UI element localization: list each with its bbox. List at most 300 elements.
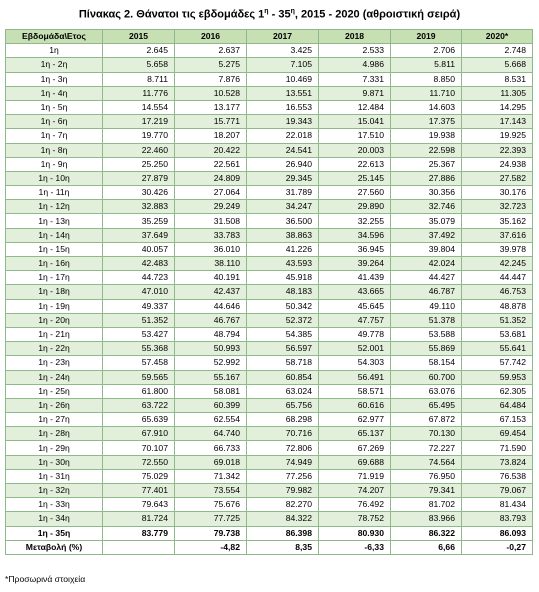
value-cell: 37.649 — [103, 228, 175, 242]
value-cell: 36.500 — [247, 214, 319, 228]
week-range-cell: 1η - 3η — [6, 72, 103, 86]
value-cell: 30.426 — [103, 186, 175, 200]
value-cell: 58.154 — [391, 356, 462, 370]
header-cell-2017: 2017 — [247, 30, 319, 44]
table-row — [6, 86, 533, 100]
value-cell: 53.427 — [103, 327, 175, 341]
value-cell: 61.800 — [103, 384, 175, 398]
value-cell: 41.226 — [247, 242, 319, 256]
value-cell: 31.789 — [247, 186, 319, 200]
value-cell: 62.305 — [462, 384, 533, 398]
value-cell: 63.722 — [103, 398, 175, 412]
deaths-table — [5, 29, 533, 555]
header-cell-2020: 2020* — [462, 30, 533, 44]
table-row — [6, 171, 533, 185]
value-cell: 3.425 — [247, 44, 319, 58]
week-range-cell: 1η - 22η — [6, 342, 103, 356]
value-cell: 53.681 — [462, 327, 533, 341]
week-range-cell: 1η - 7η — [6, 129, 103, 143]
value-cell: 65.137 — [319, 427, 391, 441]
header-cell-2015: 2015 — [103, 30, 175, 44]
value-cell: 19.938 — [391, 129, 462, 143]
value-cell: 72.550 — [103, 455, 175, 469]
table-row — [6, 427, 533, 441]
value-cell: 14.295 — [462, 100, 533, 114]
value-cell: 63.076 — [391, 384, 462, 398]
value-cell: 38.110 — [175, 257, 247, 271]
value-cell: 7.331 — [319, 72, 391, 86]
week-range-cell: 1η - 4η — [6, 86, 103, 100]
value-cell: 77.725 — [175, 512, 247, 526]
value-cell: 60.700 — [391, 370, 462, 384]
table-row — [6, 115, 533, 129]
value-cell: 79.067 — [462, 484, 533, 498]
table-row — [6, 356, 533, 370]
value-cell: 2.706 — [391, 44, 462, 58]
week-range-cell: 1η - 28η — [6, 427, 103, 441]
value-cell: 26.940 — [247, 157, 319, 171]
value-cell: 67.910 — [103, 427, 175, 441]
week-range-cell: 1η - 35η — [6, 526, 103, 540]
change-row — [6, 540, 533, 554]
week-range-cell: 1η - 32η — [6, 484, 103, 498]
table-row — [6, 398, 533, 412]
value-cell: 65.756 — [247, 398, 319, 412]
value-cell: 62.977 — [319, 413, 391, 427]
value-cell: 2.748 — [462, 44, 533, 58]
value-cell: 42.024 — [391, 257, 462, 271]
header-row — [6, 30, 533, 44]
table-title: Πίνακας 2. Θάνατοι τις εβδομάδες $1^\eta - 35^\eta$, 2015 - 2020 (αθροιστική σειρά) — [78, 8, 461, 21]
value-cell: 86.322 — [391, 526, 462, 540]
value-cell: 80.930 — [319, 526, 391, 540]
value-cell: 82.270 — [247, 498, 319, 512]
table-row — [6, 455, 533, 469]
value-cell: 36.010 — [175, 242, 247, 256]
value-cell: 71.590 — [462, 441, 533, 455]
value-cell: 73.824 — [462, 455, 533, 469]
value-cell: 59.953 — [462, 370, 533, 384]
value-cell: 32.723 — [462, 200, 533, 214]
week-range-cell: 1η - 6η — [6, 115, 103, 129]
value-cell: 69.018 — [175, 455, 247, 469]
table-row — [6, 285, 533, 299]
value-cell: 22.460 — [103, 143, 175, 157]
value-cell: 20.422 — [175, 143, 247, 157]
value-cell: 22.393 — [462, 143, 533, 157]
value-cell: 49.337 — [103, 299, 175, 313]
value-cell: 13.551 — [247, 86, 319, 100]
value-cell: 69.454 — [462, 427, 533, 441]
value-cell: 42.437 — [175, 285, 247, 299]
value-cell: 27.582 — [462, 171, 533, 185]
week-range-cell: 1η - 21η — [6, 327, 103, 341]
value-cell: 79.738 — [175, 526, 247, 540]
value-cell: 74.207 — [319, 484, 391, 498]
value-cell: 40.191 — [175, 271, 247, 285]
table-row — [6, 484, 533, 498]
value-cell: 51.352 — [462, 313, 533, 327]
value-cell: 7.105 — [247, 58, 319, 72]
value-cell: 59.565 — [103, 370, 175, 384]
value-cell: 17.375 — [391, 115, 462, 129]
value-cell: 86.398 — [247, 526, 319, 540]
table-row — [6, 143, 533, 157]
value-cell: 5.668 — [462, 58, 533, 72]
value-cell: 35.079 — [391, 214, 462, 228]
value-cell: 79.341 — [391, 484, 462, 498]
value-cell: 48.794 — [175, 327, 247, 341]
value-cell: 44.447 — [462, 271, 533, 285]
value-cell: 27.879 — [103, 171, 175, 185]
value-cell: 5.658 — [103, 58, 175, 72]
value-cell: 17.219 — [103, 115, 175, 129]
value-cell: 49.110 — [391, 299, 462, 313]
week-range-cell: 1η - 34η — [6, 512, 103, 526]
value-cell: 12.484 — [319, 100, 391, 114]
value-cell: 60.399 — [175, 398, 247, 412]
value-cell: 74.564 — [391, 455, 462, 469]
week-range-cell: 1η - 20η — [6, 313, 103, 327]
value-cell: 31.508 — [175, 214, 247, 228]
value-cell: 67.153 — [462, 413, 533, 427]
value-cell: 71.919 — [319, 469, 391, 483]
value-cell: 76.538 — [462, 469, 533, 483]
header-cell-week: Εβδομάδα\Ετος — [6, 30, 103, 44]
value-cell: 44.723 — [103, 271, 175, 285]
value-cell: 30.356 — [391, 186, 462, 200]
value-cell: 9.871 — [319, 86, 391, 100]
value-cell: 51.378 — [391, 313, 462, 327]
value-cell: 45.918 — [247, 271, 319, 285]
week-range-cell: 1η — [6, 44, 103, 58]
value-cell: 19.343 — [247, 115, 319, 129]
table-row — [6, 129, 533, 143]
value-cell: 20.003 — [319, 143, 391, 157]
value-cell: 11.305 — [462, 86, 533, 100]
table-row — [6, 271, 533, 285]
value-cell: 35.162 — [462, 214, 533, 228]
value-cell: 2.533 — [319, 44, 391, 58]
week-range-cell: 1η - 33η — [6, 498, 103, 512]
value-cell: 52.992 — [175, 356, 247, 370]
value-cell: 66.733 — [175, 441, 247, 455]
value-cell: 14.603 — [391, 100, 462, 114]
value-cell: 55.167 — [175, 370, 247, 384]
table-row — [6, 44, 533, 58]
value-cell: 63.024 — [247, 384, 319, 398]
value-cell: 38.863 — [247, 228, 319, 242]
value-cell: 32.255 — [319, 214, 391, 228]
header-cell-2018: 2018 — [319, 30, 391, 44]
change-value: -6,33 — [319, 540, 391, 554]
value-cell: 84.322 — [247, 512, 319, 526]
week-range-cell: 1η - 12η — [6, 200, 103, 214]
value-cell: 11.776 — [103, 86, 175, 100]
value-cell: 11.710 — [391, 86, 462, 100]
value-cell: 44.646 — [175, 299, 247, 313]
value-cell: 43.593 — [247, 257, 319, 271]
value-cell: 24.541 — [247, 143, 319, 157]
table-row — [6, 72, 533, 86]
value-cell: 46.753 — [462, 285, 533, 299]
week-range-cell: 1η - 29η — [6, 441, 103, 455]
value-cell: 72.806 — [247, 441, 319, 455]
header-cell-2016: 2016 — [175, 30, 247, 44]
table-row — [6, 512, 533, 526]
value-cell: 29.890 — [319, 200, 391, 214]
table-row — [6, 214, 533, 228]
header-cell-2019: 2019 — [391, 30, 462, 44]
value-cell: 25.250 — [103, 157, 175, 171]
table-row — [6, 342, 533, 356]
value-cell: 48.183 — [247, 285, 319, 299]
week-range-cell: 1η - 17η — [6, 271, 103, 285]
value-cell: 43.665 — [319, 285, 391, 299]
value-cell: 58.718 — [247, 356, 319, 370]
value-cell: 37.616 — [462, 228, 533, 242]
value-cell: 55.368 — [103, 342, 175, 356]
value-cell: 13.177 — [175, 100, 247, 114]
value-cell: 75.029 — [103, 469, 175, 483]
value-cell: 74.949 — [247, 455, 319, 469]
table-row — [6, 384, 533, 398]
value-cell: 5.275 — [175, 58, 247, 72]
value-cell: 76.950 — [391, 469, 462, 483]
footnote: *Προσωρινά στοιχεία — [5, 574, 86, 584]
value-cell: 27.560 — [319, 186, 391, 200]
week-range-cell: 1η - 19η — [6, 299, 103, 313]
value-cell: 22.561 — [175, 157, 247, 171]
week-range-cell: 1η - 27η — [6, 413, 103, 427]
value-cell: 42.483 — [103, 257, 175, 271]
value-cell: 25.367 — [391, 157, 462, 171]
value-cell: 81.724 — [103, 512, 175, 526]
table-row — [6, 441, 533, 455]
value-cell: 27.886 — [391, 171, 462, 185]
value-cell: 57.458 — [103, 356, 175, 370]
week-range-cell: 1η - 2η — [6, 58, 103, 72]
value-cell: 50.993 — [175, 342, 247, 356]
value-cell: 48.878 — [462, 299, 533, 313]
value-cell: 2.645 — [103, 44, 175, 58]
value-cell: 29.249 — [175, 200, 247, 214]
value-cell: 35.259 — [103, 214, 175, 228]
value-cell: 65.495 — [391, 398, 462, 412]
value-cell: 56.491 — [319, 370, 391, 384]
value-cell: 68.298 — [247, 413, 319, 427]
value-cell: 36.945 — [319, 242, 391, 256]
value-cell: 5.811 — [391, 58, 462, 72]
value-cell: 34.247 — [247, 200, 319, 214]
value-cell: 8.711 — [103, 72, 175, 86]
value-cell: 46.767 — [175, 313, 247, 327]
value-cell: 77.401 — [103, 484, 175, 498]
value-cell: 75.676 — [175, 498, 247, 512]
value-cell: 54.303 — [319, 356, 391, 370]
value-cell: 33.783 — [175, 228, 247, 242]
value-cell: 70.130 — [391, 427, 462, 441]
value-cell: 64.484 — [462, 398, 533, 412]
change-value: 8,35 — [247, 540, 319, 554]
value-cell: 22.613 — [319, 157, 391, 171]
table-row — [6, 157, 533, 171]
table-row — [6, 526, 533, 540]
change-value — [103, 540, 175, 554]
table-row — [6, 200, 533, 214]
value-cell: 77.256 — [247, 469, 319, 483]
value-cell: 86.093 — [462, 526, 533, 540]
value-cell: 32.883 — [103, 200, 175, 214]
value-cell: 4.986 — [319, 58, 391, 72]
value-cell: 58.571 — [319, 384, 391, 398]
table-row — [6, 100, 533, 114]
value-cell: 60.616 — [319, 398, 391, 412]
value-cell: 76.492 — [319, 498, 391, 512]
value-cell: 67.269 — [319, 441, 391, 455]
value-cell: 22.018 — [247, 129, 319, 143]
value-cell: 29.345 — [247, 171, 319, 185]
value-cell: 27.064 — [175, 186, 247, 200]
week-range-cell: 1η - 9η — [6, 157, 103, 171]
table-row — [6, 327, 533, 341]
value-cell: 73.554 — [175, 484, 247, 498]
value-cell: 30.176 — [462, 186, 533, 200]
value-cell: 64.740 — [175, 427, 247, 441]
table-row — [6, 370, 533, 384]
value-cell: 52.001 — [319, 342, 391, 356]
value-cell: 72.227 — [391, 441, 462, 455]
value-cell: 24.938 — [462, 157, 533, 171]
week-range-cell: 1η - 16η — [6, 257, 103, 271]
change-label: Μεταβολή (%) — [6, 540, 103, 554]
week-range-cell: 1η - 26η — [6, 398, 103, 412]
week-range-cell: 1η - 23η — [6, 356, 103, 370]
table-row — [6, 469, 533, 483]
week-range-cell: 1η - 14η — [6, 228, 103, 242]
table-row — [6, 313, 533, 327]
value-cell: 52.372 — [247, 313, 319, 327]
value-cell: 39.264 — [319, 257, 391, 271]
value-cell: 45.645 — [319, 299, 391, 313]
week-range-cell: 1η - 18η — [6, 285, 103, 299]
table-row — [6, 58, 533, 72]
value-cell: 51.352 — [103, 313, 175, 327]
value-cell: 8.531 — [462, 72, 533, 86]
value-cell: 17.143 — [462, 115, 533, 129]
value-cell: 46.787 — [391, 285, 462, 299]
value-cell: 56.597 — [247, 342, 319, 356]
value-cell: 16.553 — [247, 100, 319, 114]
value-cell: 19.925 — [462, 129, 533, 143]
value-cell: 70.107 — [103, 441, 175, 455]
week-range-cell: 1η - 5η — [6, 100, 103, 114]
value-cell: 79.982 — [247, 484, 319, 498]
value-cell: 55.869 — [391, 342, 462, 356]
value-cell: 57.742 — [462, 356, 533, 370]
change-value: -4,82 — [175, 540, 247, 554]
value-cell: 79.643 — [103, 498, 175, 512]
value-cell: 49.778 — [319, 327, 391, 341]
week-range-cell: 1η - 24η — [6, 370, 103, 384]
value-cell: 53.588 — [391, 327, 462, 341]
value-cell: 70.716 — [247, 427, 319, 441]
value-cell: 47.757 — [319, 313, 391, 327]
table-row — [6, 498, 533, 512]
week-range-cell: 1η - 15η — [6, 242, 103, 256]
value-cell: 18.207 — [175, 129, 247, 143]
value-cell: 62.554 — [175, 413, 247, 427]
value-cell: 69.688 — [319, 455, 391, 469]
value-cell: 10.469 — [247, 72, 319, 86]
value-cell: 37.492 — [391, 228, 462, 242]
value-cell: 7.876 — [175, 72, 247, 86]
value-cell: 14.554 — [103, 100, 175, 114]
table-row — [6, 299, 533, 313]
value-cell: 25.145 — [319, 171, 391, 185]
value-cell: 71.342 — [175, 469, 247, 483]
value-cell: 54.385 — [247, 327, 319, 341]
week-range-cell: 1η - 11η — [6, 186, 103, 200]
value-cell: 19.770 — [103, 129, 175, 143]
value-cell: 81.434 — [462, 498, 533, 512]
change-value: 6,66 — [391, 540, 462, 554]
value-cell: 58.081 — [175, 384, 247, 398]
week-range-cell: 1η - 13η — [6, 214, 103, 228]
value-cell: 2.637 — [175, 44, 247, 58]
value-cell: 15.771 — [175, 115, 247, 129]
value-cell: 78.752 — [319, 512, 391, 526]
value-cell: 83.779 — [103, 526, 175, 540]
value-cell: 60.854 — [247, 370, 319, 384]
value-cell: 15.041 — [319, 115, 391, 129]
week-range-cell: 1η - 8η — [6, 143, 103, 157]
week-range-cell: 1η - 10η — [6, 171, 103, 185]
table-row — [6, 242, 533, 256]
value-cell: 50.342 — [247, 299, 319, 313]
value-cell: 34.596 — [319, 228, 391, 242]
week-range-cell: 1η - 25η — [6, 384, 103, 398]
table-body — [6, 44, 533, 555]
value-cell: 67.872 — [391, 413, 462, 427]
value-cell: 65.639 — [103, 413, 175, 427]
value-cell: 83.966 — [391, 512, 462, 526]
value-cell: 24.809 — [175, 171, 247, 185]
value-cell: 39.978 — [462, 242, 533, 256]
week-range-cell: 1η - 31η — [6, 469, 103, 483]
week-range-cell: 1η - 30η — [6, 455, 103, 469]
table-row — [6, 413, 533, 427]
value-cell: 10.528 — [175, 86, 247, 100]
value-cell: 44.427 — [391, 271, 462, 285]
value-cell: 81.702 — [391, 498, 462, 512]
table-row — [6, 186, 533, 200]
value-cell: 39.804 — [391, 242, 462, 256]
value-cell: 42.245 — [462, 257, 533, 271]
value-cell: 55.641 — [462, 342, 533, 356]
value-cell: 32.746 — [391, 200, 462, 214]
value-cell: 8.850 — [391, 72, 462, 86]
value-cell: 41.439 — [319, 271, 391, 285]
change-value: -0,27 — [462, 540, 533, 554]
value-cell: 47.010 — [103, 285, 175, 299]
value-cell: 83.793 — [462, 512, 533, 526]
value-cell: 22.598 — [391, 143, 462, 157]
value-cell: 17.510 — [319, 129, 391, 143]
value-cell: 40.057 — [103, 242, 175, 256]
table-row — [6, 257, 533, 271]
table-row — [6, 228, 533, 242]
